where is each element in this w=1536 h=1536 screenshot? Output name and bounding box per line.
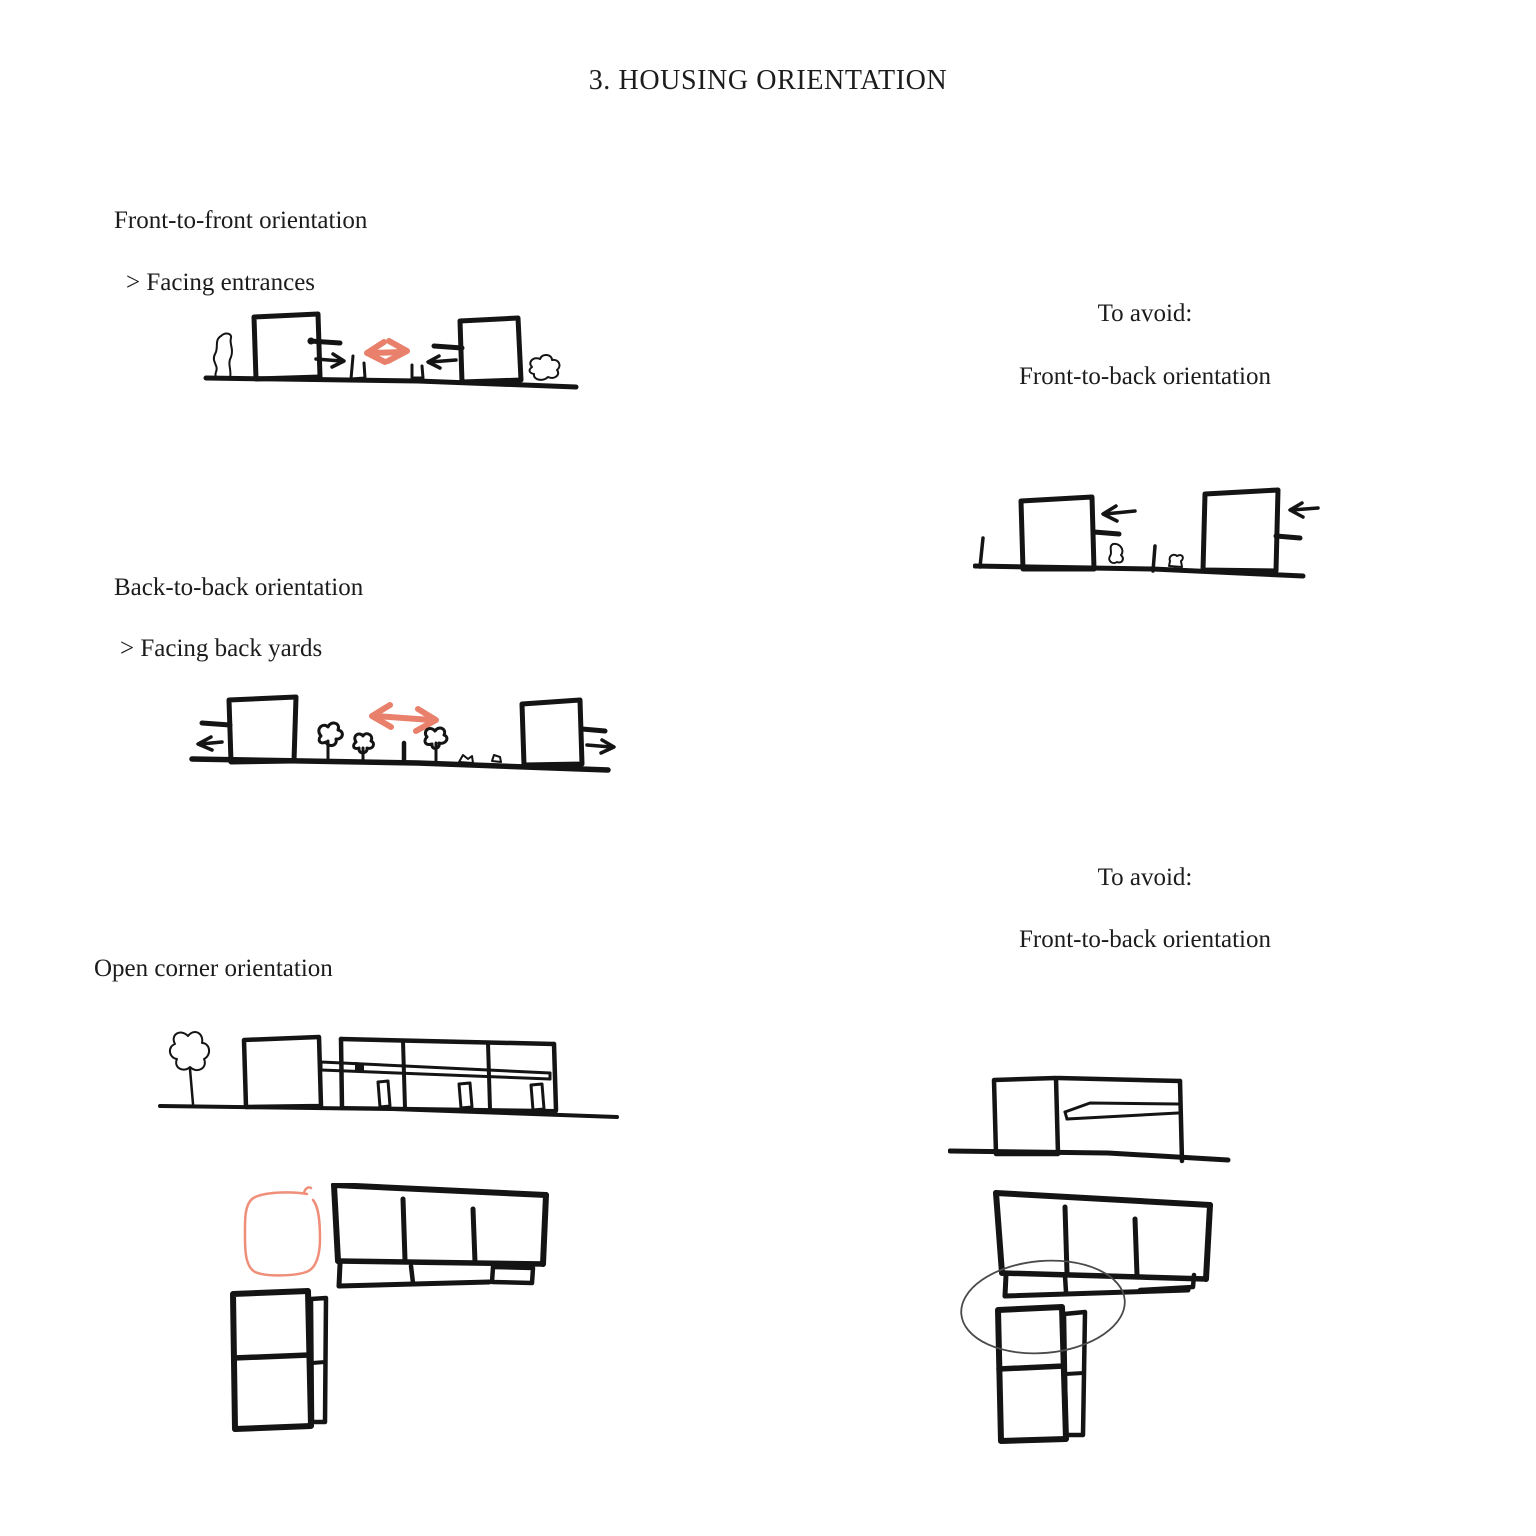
end-house-block (244, 1037, 321, 1107)
exchange-double-arrow-icon (367, 341, 407, 362)
front-to-front-bullet: > Facing entrances (126, 269, 316, 296)
right-house (1203, 490, 1300, 571)
bollard-icon (351, 356, 365, 379)
back-to-back-heading: Back-to-back orientation (114, 574, 364, 601)
vertical-housing-block (233, 1291, 326, 1429)
access-strip (339, 1264, 533, 1286)
vertical-housing-block (998, 1307, 1085, 1441)
shrub-icon (1109, 544, 1123, 563)
avoid-bottom-heading: Front-to-back orientation (1018, 926, 1271, 953)
left-house (1021, 497, 1119, 569)
bollard-icon (412, 365, 423, 378)
entrance-arrow-right-icon (587, 740, 614, 753)
exchange-double-arrow-icon (372, 705, 436, 731)
gallery-railing (1065, 1103, 1178, 1119)
page-title: 3. HOUSING ORIENTATION (588, 65, 948, 96)
front-to-front-section-sketch (188, 296, 618, 406)
left-house (254, 314, 340, 379)
tree-icon (170, 1032, 209, 1104)
avoid-top-heading: Front-to-back orientation (1018, 363, 1271, 390)
avoid-bottom-label: To avoid: (1097, 864, 1193, 891)
ground-line (950, 1151, 1228, 1160)
tree-icon (425, 728, 447, 763)
open-corner-marker (245, 1187, 320, 1275)
bush-icon (530, 355, 560, 380)
entrance-arrow-left-icon (1290, 503, 1318, 517)
end-house-block (994, 1078, 1058, 1154)
left-house (202, 697, 296, 762)
front-to-front-heading: Front-to-front orientation (114, 207, 368, 234)
open-corner-plan-sketch (223, 1183, 563, 1448)
avoid-top-label: To avoid: (1097, 300, 1193, 327)
entrance-arrow-left-icon (1103, 506, 1135, 521)
horizontal-housing-block (996, 1193, 1210, 1279)
open-corner-heading: Open corner orientation (94, 955, 333, 982)
right-house (522, 700, 605, 765)
entrance-arrow-left-icon (198, 737, 222, 750)
back-to-back-section-sketch (188, 686, 628, 781)
open-corner-elevation-sketch (152, 1023, 632, 1123)
bush-icon (214, 334, 232, 379)
horizontal-housing-block (334, 1185, 546, 1264)
closed-corner-elevation-sketch (948, 1066, 1233, 1166)
right-house (434, 318, 521, 382)
tree-icon (354, 734, 374, 761)
gallery-railing (321, 1062, 550, 1079)
closed-corner-plan-sketch (950, 1183, 1250, 1468)
tree-icon (319, 723, 342, 760)
post-icon (980, 538, 983, 567)
shrub-icon (1169, 555, 1183, 567)
entrance-arrow-left-icon (428, 356, 456, 368)
back-to-back-bullet: > Facing back yards (120, 635, 323, 662)
post-icon (1153, 546, 1155, 571)
front-to-back-section-sketch (973, 476, 1338, 584)
shrub-icon (459, 755, 501, 763)
